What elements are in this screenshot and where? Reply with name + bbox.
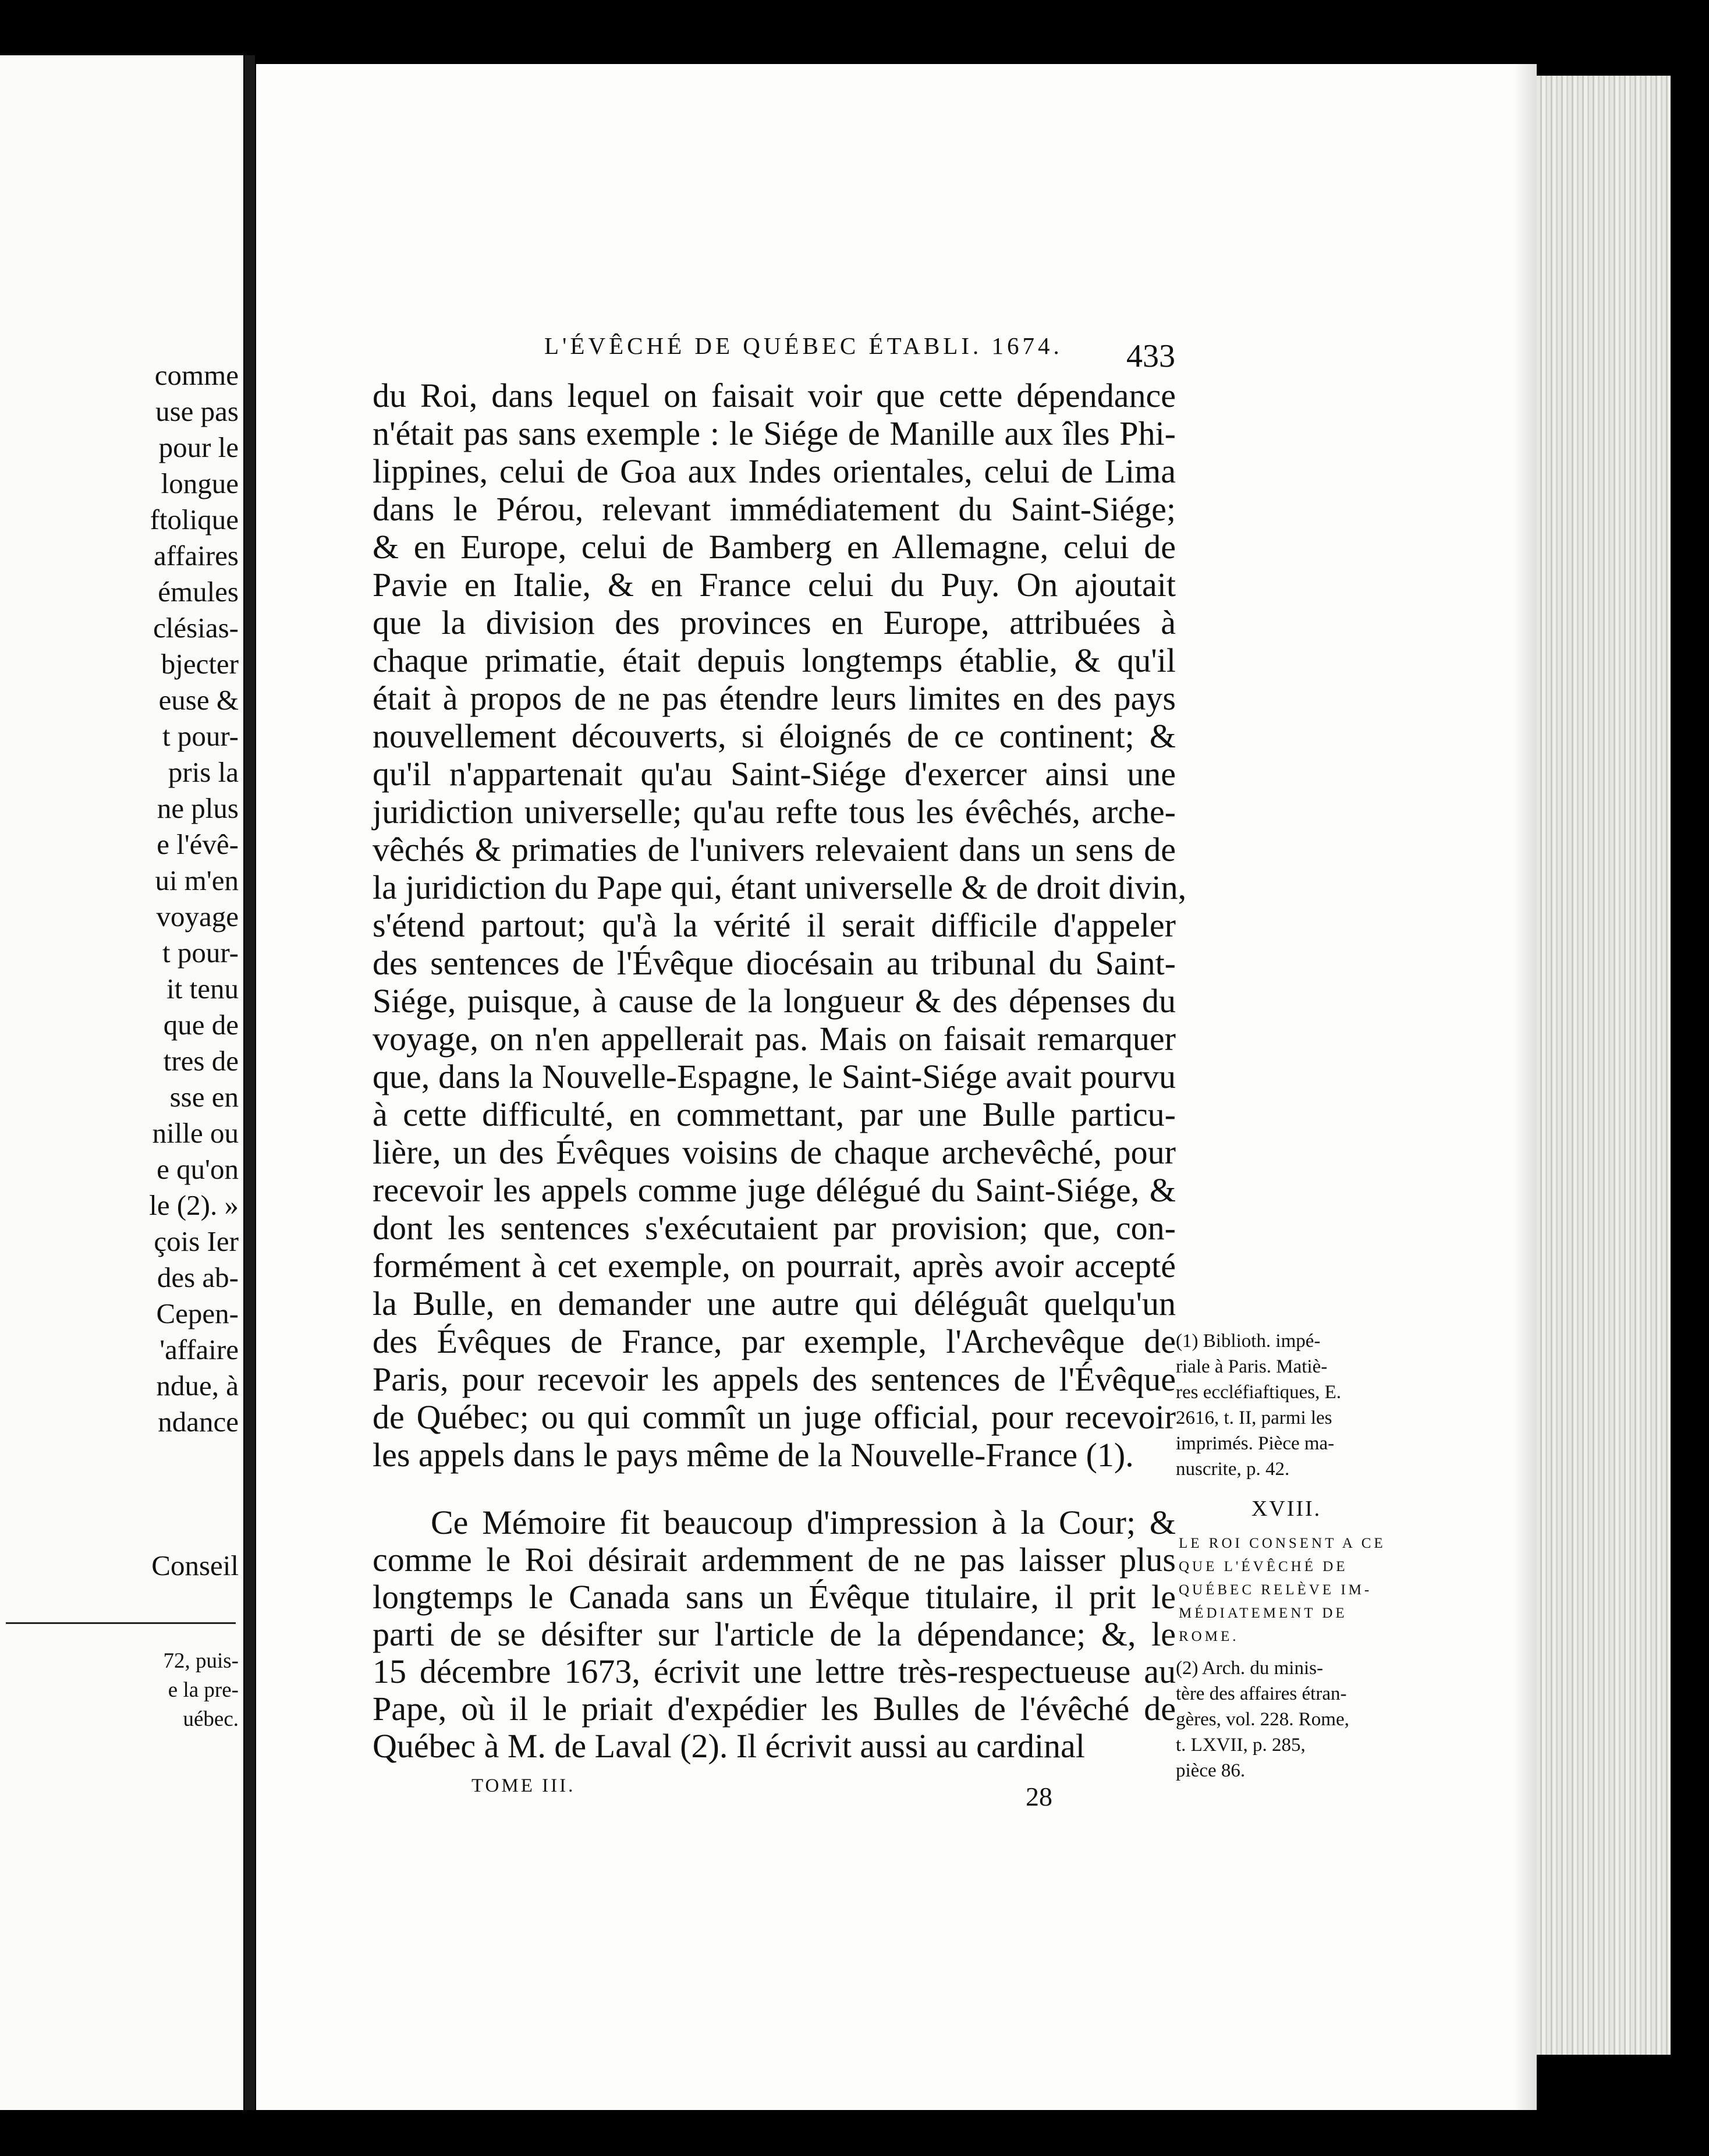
previous-page-line: sse en <box>169 1081 239 1113</box>
body-line: les appels dans le pays même de la Nouvelle-France (1). <box>373 1436 1134 1474</box>
previous-page-line: pris la <box>168 756 239 788</box>
page-edge-stack <box>1537 76 1671 2055</box>
body-line: recevoir les appels comme juge délégué du Saint-Siége, & <box>373 1171 1176 1209</box>
body-line: la juridiction du Pape qui, étant universelle & de droit divin, <box>373 868 1187 906</box>
body-line: juridiction universelle; qu'au refte tous les évêchés, arche- <box>373 793 1176 831</box>
margin-note-line: t. LXVII, p. 285, <box>1176 1735 1306 1756</box>
previous-page-line: pour le <box>158 431 239 463</box>
section-caption-line: LE ROI CONSENT A CE <box>1179 1536 1386 1551</box>
body-line: formément à cet exemple, on pourrait, après avoir accepté <box>373 1247 1176 1285</box>
body-line: du Roi, dans lequel on faisait voir que cette dépendance <box>373 377 1176 414</box>
margin-note-line: riale à Paris. Matiè- <box>1176 1356 1328 1377</box>
body-line: chaque primatie, était depuis longtemps établie, & qu'il <box>373 641 1176 679</box>
previous-page-note: 72, puis- <box>163 1649 239 1673</box>
body-line: qu'il n'appartenait qu'au Saint-Siége d'exercer ainsi une <box>373 755 1176 793</box>
body-line: de Québec; ou qui commît un juge official, pour recevoir <box>373 1398 1176 1436</box>
previous-page-line: ndue, à <box>156 1370 239 1402</box>
body-line: lière, un des Évêques voisins de chaque archevêché, pour <box>373 1133 1176 1171</box>
body-line: était à propos de ne pas étendre leurs limites en des pays <box>373 679 1176 717</box>
previous-page-line: ne plus <box>157 792 239 824</box>
body-line: longtemps le Canada sans un Évêque titulaire, il prit le <box>373 1578 1176 1616</box>
previous-page-line: euse & <box>158 684 239 716</box>
running-head: L'ÉVÊCHÉ DE QUÉBEC ÉTABLI. 1674. <box>544 332 1063 359</box>
body-line: la Bulle, en demander une autre qui déléguât quelqu'un <box>373 1285 1176 1322</box>
previous-page-line: le (2). » <box>149 1189 239 1221</box>
volume-label: TOME III. <box>471 1775 576 1796</box>
previous-page-line: affaires <box>154 540 239 572</box>
body-line: comme le Roi désirait ardemment de ne pas laisser plus <box>373 1541 1176 1579</box>
previous-page-line: use pas <box>155 395 239 427</box>
previous-page-line: t pour- <box>162 720 239 752</box>
body-line: Paris, pour recevoir les appels des sentences de l'Évêque <box>373 1360 1176 1398</box>
previous-page-line: longue <box>161 467 239 499</box>
body-line: nouvellement découverts, si éloignés de ce continent; & <box>373 717 1176 755</box>
previous-page-line: ndance <box>158 1406 239 1438</box>
body-line: lippines, celui de Goa aux Indes orientales, celui de Lima <box>373 452 1176 490</box>
body-line: vêchés & primaties de l'univers relevaient dans un sens de <box>373 831 1176 868</box>
body-line: que, dans la Nouvelle-Espagne, le Saint-Siége avait pourvu <box>373 1058 1176 1095</box>
body-line: Ce Mémoire fit beaucoup d'impression à la Cour; & <box>431 1503 1176 1541</box>
margin-note-line: 2616, t. II, parmi les <box>1176 1407 1332 1428</box>
previous-page-line: e qu'on <box>157 1153 239 1185</box>
body-line: à cette difficulté, en commettant, par une Bulle particu- <box>373 1095 1176 1133</box>
body-line: voyage, on n'en appellerait pas. Mais on faisait remarquer <box>373 1020 1176 1058</box>
body-line: dans le Pérou, relevant immédiatement du Saint-Siége; <box>373 490 1176 528</box>
previous-page-line: tres de <box>163 1045 239 1077</box>
body-line: 15 décembre 1673, écrivit une lettre très-respectueuse au <box>373 1653 1176 1690</box>
section-caption-line: MÉDIATEMENT DE <box>1179 1605 1348 1621</box>
body-line: n'était pas sans exemple : le Siége de Manille aux îles Phi- <box>373 414 1176 452</box>
footnote-rule <box>6 1622 236 1624</box>
previous-page-line: çois Ier <box>154 1225 239 1257</box>
body-line: que la division des provinces en Europe, attribuées à <box>373 604 1176 641</box>
section-caption-line: ROME. <box>1179 1629 1239 1644</box>
margin-note-line: nuscrite, p. 42. <box>1176 1459 1290 1480</box>
margin-note-line: (1) Biblioth. impé- <box>1176 1331 1321 1352</box>
body-line: dont les sentences s'exécutaient par provision; que, con- <box>373 1209 1176 1247</box>
book-gutter <box>244 55 255 2110</box>
previous-page-fragment <box>0 55 243 2110</box>
margin-note-line: gères, vol. 228. Rome, <box>1176 1709 1349 1730</box>
body-line: Québec à M. de Laval (2). Il écrivit aussi au cardinal <box>373 1727 1085 1765</box>
body-line: Pavie en Italie, & en France celui du Puy. On ajoutait <box>373 566 1176 604</box>
previous-page-line: bjecter <box>161 648 239 680</box>
body-line: parti de se désifter sur l'article de la dépendance; &, le <box>373 1615 1176 1653</box>
previous-page-line: émules <box>158 576 239 608</box>
previous-page-line: e l'évê- <box>157 828 239 860</box>
previous-page-note: uébec. <box>183 1707 239 1731</box>
margin-note-line: pièce 86. <box>1176 1760 1246 1781</box>
page-number: 433 <box>1126 338 1175 374</box>
body-line: des Évêques de France, par exemple, l'Archevêque de <box>373 1322 1176 1360</box>
previous-page-line: ftolique <box>150 503 239 536</box>
previous-page-line: Cepen- <box>156 1297 239 1329</box>
previous-page-line: que de <box>163 1009 239 1041</box>
margin-note-line: tère des affaires étran- <box>1176 1683 1347 1704</box>
page-edge-shadow <box>1513 64 1537 2110</box>
previous-page-line: Conseil <box>151 1549 239 1581</box>
previous-page-line: t pour- <box>162 937 239 969</box>
previous-page-line: it tenu <box>166 973 239 1005</box>
signature-mark: 28 <box>1026 1782 1052 1811</box>
previous-page-line: des ab- <box>157 1261 239 1293</box>
previous-page-line: 'affaire <box>159 1334 239 1366</box>
previous-page-line: comme <box>154 359 239 391</box>
body-line: Pape, où il le priait d'expédier les Bulles de l'évêché de <box>373 1690 1176 1728</box>
previous-page-line: nille ou <box>152 1117 239 1149</box>
previous-page-line: voyage <box>156 900 239 932</box>
body-line: des sentences de l'Évêque diocésain au tribunal du Saint- <box>373 944 1176 982</box>
section-caption-line: QUÉBEC RELÈVE IM- <box>1179 1582 1373 1598</box>
body-line: s'étend partout; qu'à la vérité il serait difficile d'appeler <box>373 906 1176 944</box>
body-line: Siége, puisque, à cause de la longueur & des dépenses du <box>373 982 1176 1020</box>
margin-note-line: res eccléfiaftiques, E. <box>1176 1382 1342 1403</box>
margin-note-line: imprimés. Pièce ma- <box>1176 1433 1335 1454</box>
previous-page-line: ui m'en <box>155 864 239 896</box>
previous-page-line: clésias- <box>153 612 239 644</box>
body-line: & en Europe, celui de Bamberg en Allemagne, celui de <box>373 528 1176 566</box>
section-caption-line: QUE L'ÉVÊCHÉ DE <box>1179 1559 1348 1575</box>
section-numeral: XVIII. <box>1251 1497 1322 1521</box>
margin-note-line: (2) Arch. du minis- <box>1176 1658 1323 1679</box>
previous-page-note: e la pre- <box>168 1678 239 1702</box>
